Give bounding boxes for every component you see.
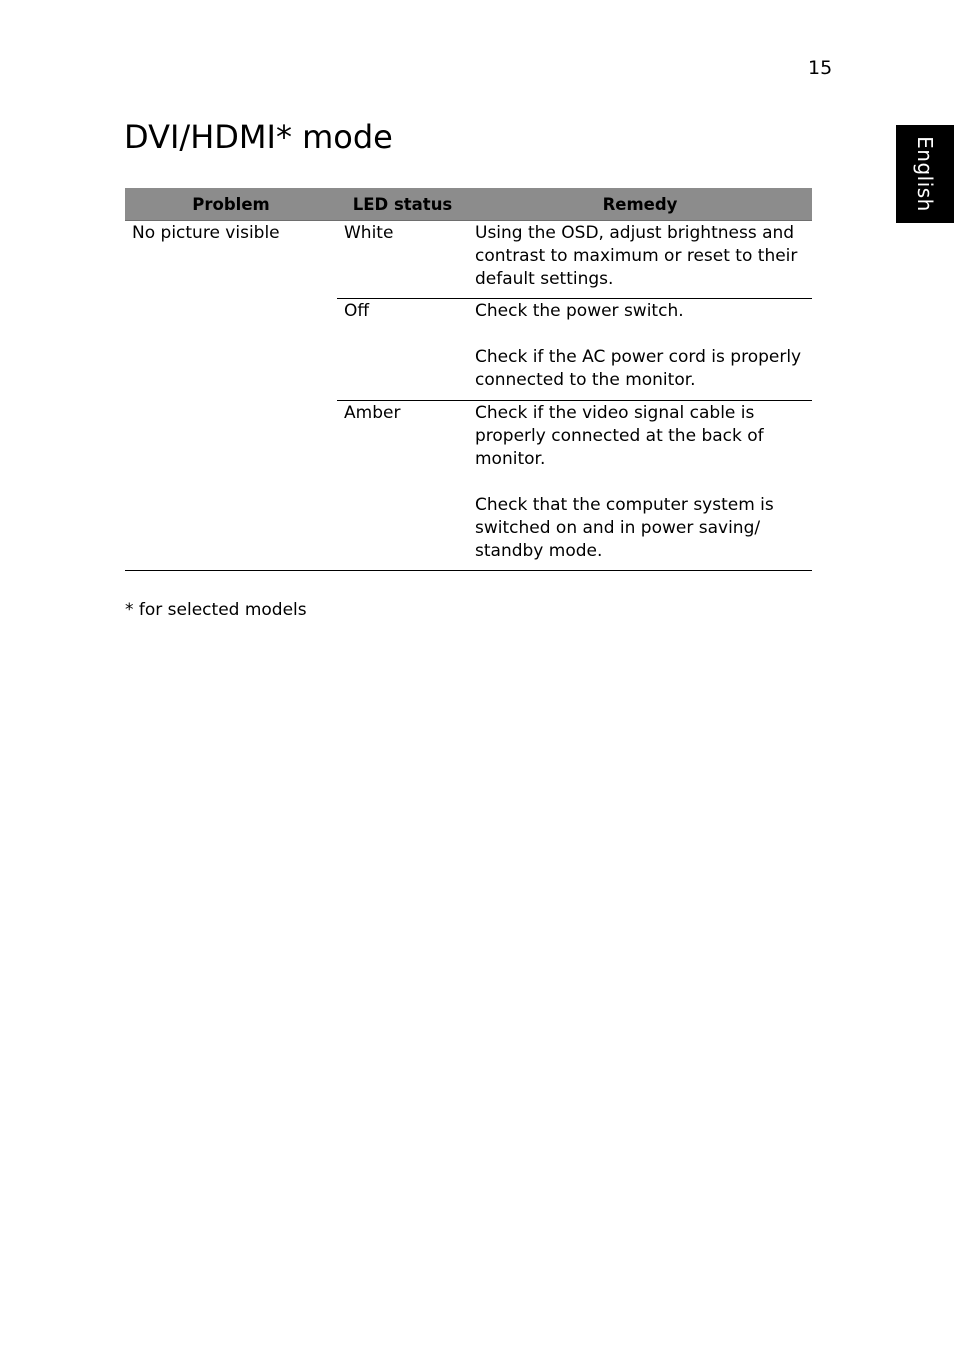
remedy-text: Using the OSD, adjust brightness and contrast to maximum or reset to their default settings. [475,223,798,289]
problem-text: No picture visible [132,223,280,243]
table-header-row [125,188,812,221]
remedy-cell [468,401,812,571]
remedy-text: Check the power switch. [475,301,684,321]
language-tab-label: English [913,136,937,212]
troubleshooting-table [125,188,812,571]
page-number: 15 [808,57,833,79]
header-led-status: LED status [337,188,468,221]
remedy-cell [468,299,812,401]
remedy-cell [468,221,812,299]
led-status-cell [337,401,468,571]
problem-cell [125,221,337,571]
remedy-text: Check if the video signal cable is properly connected at the back of monitor. [475,403,764,469]
led-status-text: White [344,223,394,243]
led-status-text: Amber [344,403,401,423]
header-problem: Problem [125,188,337,221]
header-remedy: Remedy [468,188,812,221]
led-status-text: Off [344,301,370,321]
remedy-text: Check that the computer system is switched on and in power saving/ standby mode. [475,495,774,561]
led-status-cell [337,299,468,401]
footnote: * for selected models [125,600,307,620]
remedy-text: Check if the AC power cord is properly connected to the monitor. [475,347,802,390]
table-row [125,221,812,299]
language-tab [896,125,954,223]
led-status-cell [337,221,468,299]
page-title: DVI/HDMI* mode [124,118,393,156]
